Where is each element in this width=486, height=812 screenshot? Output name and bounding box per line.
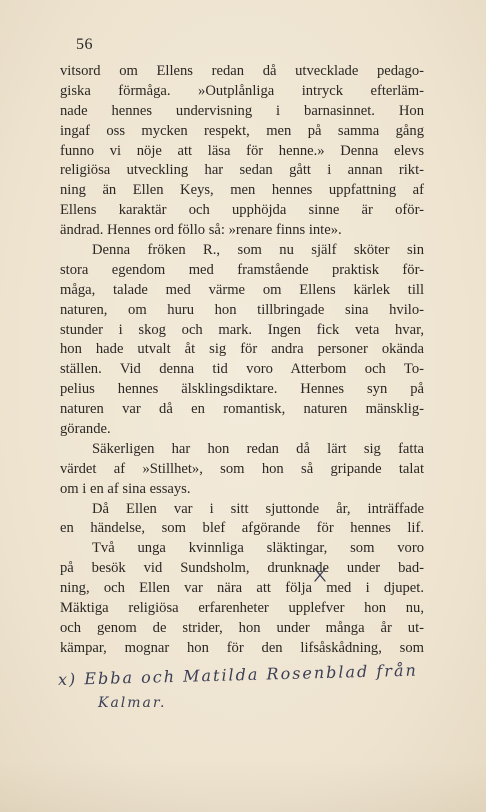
text-line: Då Ellen var i sitt sjuttonde år, inträffade [92, 500, 424, 517]
body-text [60, 62, 424, 659]
text-line: Mäktiga religiösa erfarenheter upplefver hon nu, [60, 600, 424, 617]
footnote-line: Kalmar. [98, 695, 167, 711]
page-shading [0, 760, 486, 812]
text-line: naturen var då en romantisk, naturen mänsklig- [60, 401, 424, 418]
text-line: giska förmåga. »Outplånliga intryck efterläm- [60, 82, 424, 99]
page-number: 56 [76, 36, 93, 53]
text-line: och genom de strider, hon under många år ut- [60, 619, 424, 636]
text-line: hon hade utvalt åt sig för andra personer okända [60, 341, 424, 358]
text-line: ändrad. Hennes ord föllo så: »renare finns inte». [60, 222, 342, 239]
text-line: pelius hennes älsklingsdiktare. Hennes syn på [60, 381, 424, 398]
text-line: nade hennes undervisning i barnasinnet. Hon [60, 102, 424, 119]
text-line: ställen. Vid denna tid voro Atterbom och To- [60, 361, 424, 378]
text-line: Säkerligen har hon redan då lärt sig fatta [92, 440, 424, 457]
text-line: Ellens karaktär och upphöjda sinne är oför- [60, 202, 424, 219]
text-line: görande. [60, 421, 111, 438]
text-line: funno vi nöje att läsa för henne.» Denna elevs [60, 142, 424, 159]
text-line: kämpar, mognar hon för den lifsåskådning, som [60, 639, 424, 656]
handwritten-footnote [57, 660, 478, 711]
text-line: vitsord om Ellens redan då utvecklade pedago- [60, 63, 424, 79]
text-line: religiösa utveckling har sedan gått i annan rikt- [60, 162, 424, 179]
text-line: ning än Ellen Keys, men hennes uppfattning af [60, 182, 424, 199]
text-line: stora egendom med framstående praktisk för- [60, 261, 424, 278]
text-line: på besök vid Sundsholm, drunknade under bad- [60, 560, 424, 577]
handwritten-footnote-mark-icon [312, 565, 328, 587]
text-line: naturen, om huru hon tillbringade sina hvilo- [60, 301, 424, 318]
text-line: en händelse, som blef afgörande för hennes lif. [60, 520, 424, 537]
text-line: stunder i skog och mark. Ingen fick veta hvar, [60, 321, 424, 338]
text-line: ingaf oss mycken respekt, men på samma gång [60, 122, 424, 139]
text-line: måga, talade med värme om Ellens kärlek till [60, 281, 424, 298]
footnote-line: x) Ebba och Matilda Rosenblad från [57, 660, 419, 689]
text-line: värdet af »Stillhet», som hon så gripande talat [60, 460, 424, 477]
text-line: Två unga kvinnliga släktingar, som voro [92, 540, 424, 557]
text-line: Denna fröken R., som nu själf sköter sin [92, 242, 424, 259]
text-line: ning, och Ellen var nära att följa med i djupet. [60, 580, 424, 597]
text-line: om i en af sina essays. [60, 480, 191, 497]
